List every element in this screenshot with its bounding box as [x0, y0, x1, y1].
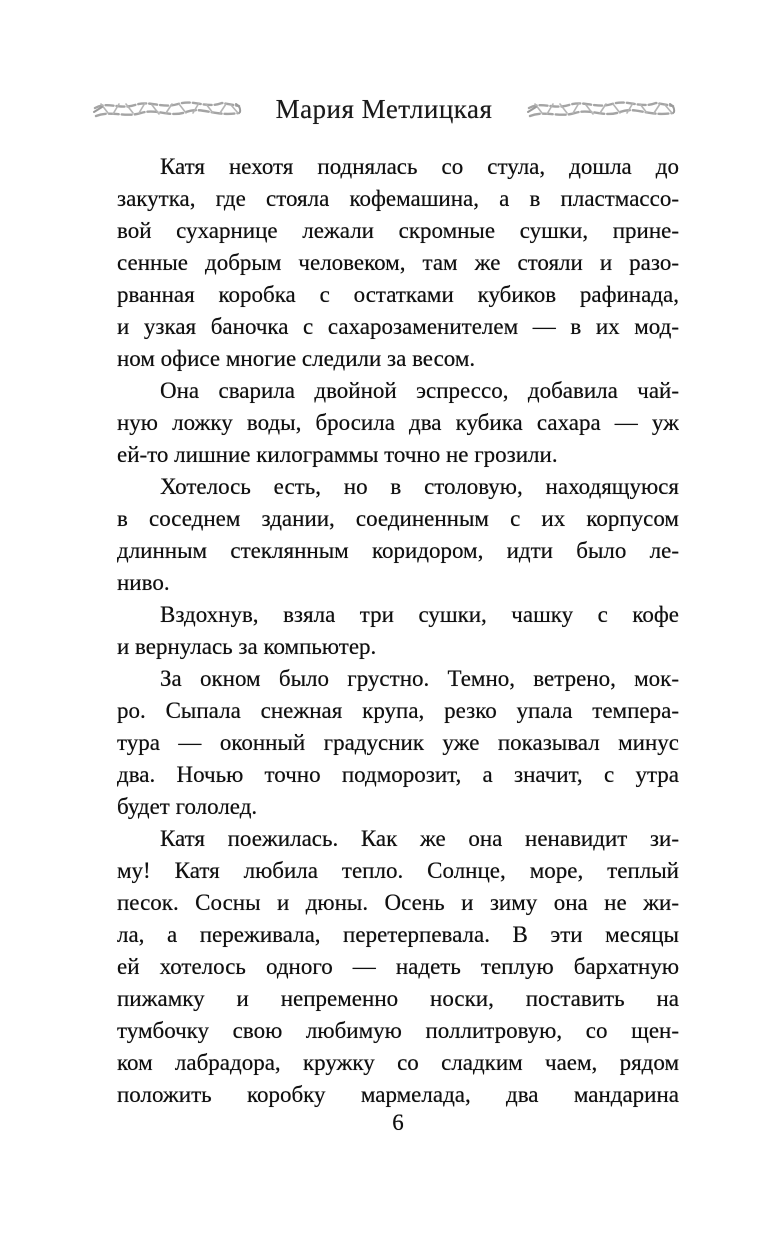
text-line: будет гололед.: [117, 794, 258, 819]
text-line: Хотелось есть, но в столовую, находящуюся: [160, 474, 679, 499]
paragraph: [117, 375, 679, 471]
text-line: тумбочку свою любимую поллитровую, со щен-: [117, 1018, 679, 1043]
text-line: тура — оконный градусник уже показывал минус: [117, 730, 679, 755]
text-line: в соседнем здании, соединенным с их корпусом: [117, 506, 679, 531]
text-line: ниво.: [117, 570, 170, 595]
paragraph: [117, 823, 679, 1111]
text-line: ком лабрадора, кружку со сладким чаем, рядом: [117, 1050, 679, 1075]
text-line: ей-то лишние килограммы точно не грозили.: [117, 442, 558, 467]
paragraph: [117, 599, 679, 663]
page-header: [0, 94, 768, 125]
running-head-author: Мария Метлицкая: [275, 94, 493, 124]
text-line: положить коробку мармелада, два мандарина: [117, 1082, 679, 1107]
paragraph: [117, 663, 679, 823]
text-line: Катя нехотя поднялась со стула, дошла до: [160, 154, 679, 179]
text-line: сенные добрым человеком, там же стояли и разо-: [117, 250, 679, 275]
text-line: и узкая баночка с сахарозаменителем — в их мод-: [117, 314, 679, 339]
text-line: рванная коробка с остатками кубиков рафинада,: [117, 282, 679, 307]
page-number: 6: [392, 1110, 404, 1135]
header-ornament-left-icon: [92, 96, 242, 124]
text-line: ную ложку воды, бросила два кубика сахара — уж: [117, 410, 679, 435]
text-line: За окном было грустно. Темно, ветрено, мок-: [160, 666, 679, 691]
text-line: Она сварила двойной эспрессо, добавила чай-: [160, 378, 679, 403]
text-line: песок. Сосны и дюны. Осень и зиму она не жи-: [117, 890, 679, 915]
text-line: пижамку и непременно носки, поставить на: [117, 986, 679, 1011]
text-line: закутка, где стояла кофемашина, а в пластмассо-: [117, 186, 679, 211]
text-line: му! Катя любила тепло. Солнце, море, теплый: [117, 858, 679, 883]
text-line: Вздохнув, взяла три сушки, чашку с кофе: [160, 602, 679, 627]
text-line: ро. Сыпала снежная крупа, резко упала темпера-: [117, 698, 679, 723]
text-line: ей хотелось одного — надеть теплую бархатную: [117, 954, 679, 979]
text-line: и вернулась за компьютер.: [117, 634, 377, 659]
text-line: вой сухарнице лежали скромные сушки, прине-: [117, 218, 679, 243]
paragraph: [117, 471, 679, 599]
text-line: Катя поежилась. Как же она ненавидит зи-: [160, 826, 679, 851]
text-line: ла, а переживала, перетерпевала. В эти месяцы: [117, 922, 679, 947]
text-line: длинным стеклянным коридором, идти было ле-: [117, 538, 679, 563]
text-line: ном офисе многие следили за весом.: [117, 346, 476, 371]
page-body: [117, 151, 679, 1111]
header-ornament-right-icon: [526, 96, 676, 124]
paragraph: [117, 151, 679, 375]
text-line: два. Ночью точно подморозит, а значит, с утра: [117, 762, 679, 787]
